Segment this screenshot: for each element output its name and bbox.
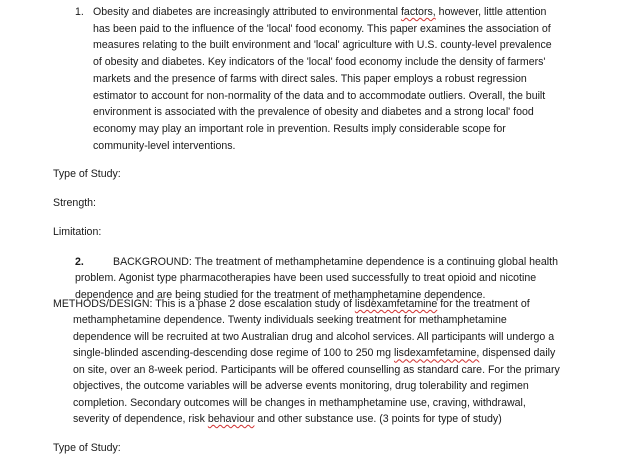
line-text: METHODS/DESIGN: This is a phase 2 dose escalation study of	[53, 298, 355, 310]
abstract-1-line: community-level interventions.	[93, 139, 236, 152]
spelling-flag[interactable]: lisdexamfetamine	[354, 298, 438, 310]
methods-line	[53, 411, 593, 427]
line-text: single-blinded ascending-descending dose regime of 100 to 250 mg	[73, 347, 394, 360]
background-line: dependence and are being studied for the treatment of methamphetamine dependence.	[75, 288, 486, 301]
spelling-flag[interactable]: behaviour	[207, 413, 255, 426]
abstract-1-line: of obesity and diabetes. Key indicators of the 'local' food economy include the density of farmers'	[93, 56, 546, 69]
type-of-study-label-2: Type of Study:	[53, 442, 121, 454]
abstract-2-methods	[53, 296, 593, 428]
background-line: BACKGROUND: The treatment of methamphetamine dependence is a continuing global health	[113, 256, 558, 268]
item-number-1: 1.	[75, 6, 84, 18]
abstract-1-line	[93, 4, 593, 21]
methods-line: dependence will be recruited at two Australian drug and alcohol services. All participants will undergo a	[73, 330, 555, 343]
line-text: dispensed daily	[479, 347, 556, 360]
methods-line: completion. Secondary outcomes will be changes in methamphetamine use, craving, withdrawal,	[73, 396, 526, 409]
abstract-1	[93, 4, 593, 154]
limitation-label: Limitation:	[53, 226, 102, 238]
methods-line: on site, over an 8-week period. Participants will be offered counselling as standard care. For the primary	[73, 363, 560, 376]
abstract-1-line: measures relating to the built environment and 'local' agriculture with U.S. county-level prevalence	[93, 39, 552, 52]
item-number-2: 2.	[75, 256, 84, 268]
line-text: and other substance use. (3 points for type of study)	[254, 413, 502, 426]
spelling-flag[interactable]: lisdexamfetamine,	[393, 347, 480, 360]
methods-line	[53, 345, 593, 361]
abstract-1-line: has been paid to the influence of the 'local' food economy. This paper examines the association of	[93, 22, 551, 35]
abstract-1-line: estimator to account for non-normality of the data and to accommodate outliers. Overall, the built	[93, 89, 546, 102]
strength-label: Strength:	[53, 197, 96, 209]
methods-line: objectives, the outcome variables will be adverse events monitoring, drug tolerability and regimen	[73, 380, 529, 393]
abstract-1-line: markets and the presence of farms with direct sales. This paper employs a robust regression	[93, 72, 527, 85]
abstract-1-line: environment is associated with the prevalence of obesity and diabetes and a strong local' food	[93, 106, 534, 119]
line-text: severity of dependence, risk	[73, 413, 208, 426]
spelling-flag[interactable]: factors,	[400, 6, 436, 18]
methods-line	[53, 296, 593, 312]
line-text: Obesity and diabetes are increasingly attributed to environmental	[93, 6, 401, 18]
line-text: for the treatment of	[437, 298, 530, 310]
abstract-1-line: economy may play an important role in prevention. Results imply considerable scope for	[93, 122, 506, 135]
type-of-study-label-1: Type of Study:	[53, 168, 121, 180]
background-line: problem. Agonist type pharmacotherapies have been used successfully to treat opioid and nicotine	[75, 272, 537, 285]
methods-line: methamphetamine dependence. Twenty individuals seeking treatment for methamphetamine	[73, 314, 507, 327]
line-text: however, little attention	[435, 6, 547, 18]
